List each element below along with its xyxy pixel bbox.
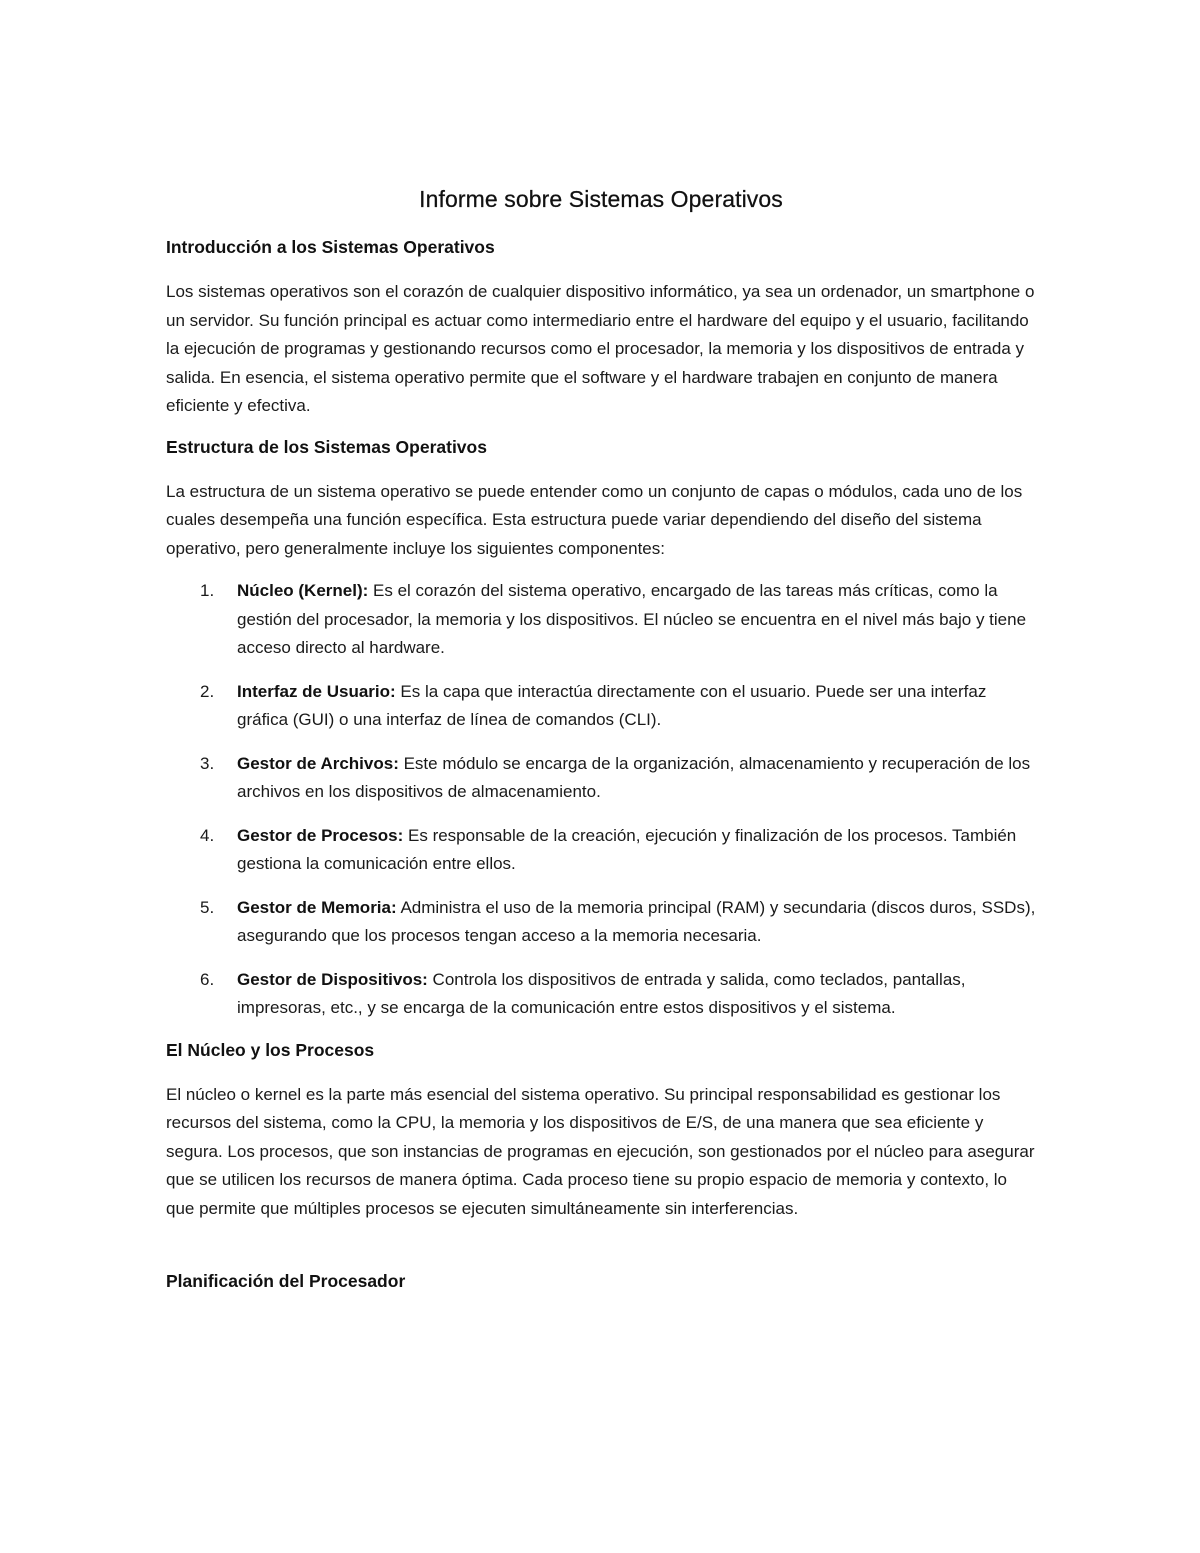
list-item-text: Es responsable de la creación, ejecución y finalización de los procesos. También gestiona la comunicación entre ellos. [237, 825, 1017, 873]
list-item [166, 678, 1036, 735]
section-paragraph-estructura: La estructura de un sistema operativo se puede entender como un conjunto de capas o módulos, cada uno de los cuales desempeña una función específica. Esta estructura puede variar dependiendo del diseño del sistema operativo, pero generalmente incluye los siguientes componentes: [166, 481, 1023, 558]
list-item-number: 4. [200, 825, 215, 845]
list-item-term: Gestor de Memoria: [237, 897, 397, 917]
list-item-number: 1. [200, 581, 215, 600]
list-item-term: Interfaz de Usuario: [237, 681, 396, 701]
list-item [166, 966, 1036, 1023]
list-item-number: 6. [200, 969, 215, 989]
list-item [166, 750, 1036, 807]
section-heading-nucleo-procesos: El Núcleo y los Procesos [166, 1039, 375, 1060]
list-item-number: 3. [200, 753, 215, 773]
list-item-text: Administra el uso de la memoria principal (RAM) y secundaria (discos duros, SSDs), asegurando que los procesos tengan acceso a la memoria necesaria. [237, 897, 1036, 945]
document-page [166, 186, 1036, 1312]
section-heading-estructura: Estructura de los Sistemas Operativos [166, 436, 487, 457]
list-item-text: Es el corazón del sistema operativo, encargado de las tareas más críticas, como la gestión del procesador, la memoria y los dispositivos. El núcleo se encuentra en el nivel más bajo y tiene acceso directo al hardware. [237, 581, 1027, 657]
list-item-term: Gestor de Archivos: [237, 753, 399, 773]
components-list [166, 577, 1036, 1023]
section-heading-planificacion: Planificación del Procesador [166, 1271, 406, 1291]
list-item-number: 2. [200, 681, 215, 701]
section-paragraph-nucleo-procesos: El núcleo o kernel es la parte más esencial del sistema operativo. Su principal responsabilidad es gestionar los recursos del sistema, como la CPU, la memoria y los dispositivos de E/S, de una manera que sea eficiente y segura. Los procesos, que son instancias de programas en ejecución, son gestionados por el núcleo para asegurar que se utilicen los recursos de manera óptima. Cada proceso tiene su propio espacio de memoria y contexto, lo que permite que múltiples procesos se ejecuten simultáneamente sin interferencias. [166, 1084, 1035, 1218]
list-item [166, 894, 1036, 951]
list-item-term: Gestor de Dispositivos: [237, 969, 428, 989]
list-item [166, 822, 1036, 879]
document-title: Informe sobre Sistemas Operativos [419, 186, 783, 212]
list-item-text: Es la capa que interactúa directamente con el usuario. Puede ser una interfaz gráfica (GUI) o una interfaz de línea de comandos (CLI). [237, 681, 987, 729]
list-item-text: Controla los dispositivos de entrada y salida, como teclados, pantallas, impresoras, etc., y se encarga de la comunicación entre estos dispositivos y el sistema. [237, 969, 966, 1017]
section-heading-introduccion: Introducción a los Sistemas Operativos [166, 237, 495, 257]
section-paragraph-introduccion: Los sistemas operativos son el corazón de cualquier dispositivo informático, ya sea un ordenador, un smartphone o un servidor. Su función principal es actuar como intermediario entre el hardware del equipo y el usuario, facilitando la ejecución de programas y gestionando recursos como el procesador, la memoria y los dispositivos de entrada y salida. En esencia, el sistema operativo permite que el software y el hardware trabajen en conjunto de manera eficiente y efectiva. [166, 282, 1035, 415]
list-item-text: Este módulo se encarga de la organización, almacenamiento y recuperación de los archivos en los dispositivos de almacenamiento. [237, 753, 1031, 801]
list-item-number: 5. [200, 897, 215, 917]
list-item [166, 577, 1036, 663]
list-item-term: Núcleo (Kernel): [237, 581, 369, 600]
list-item-term: Gestor de Procesos: [237, 825, 404, 845]
